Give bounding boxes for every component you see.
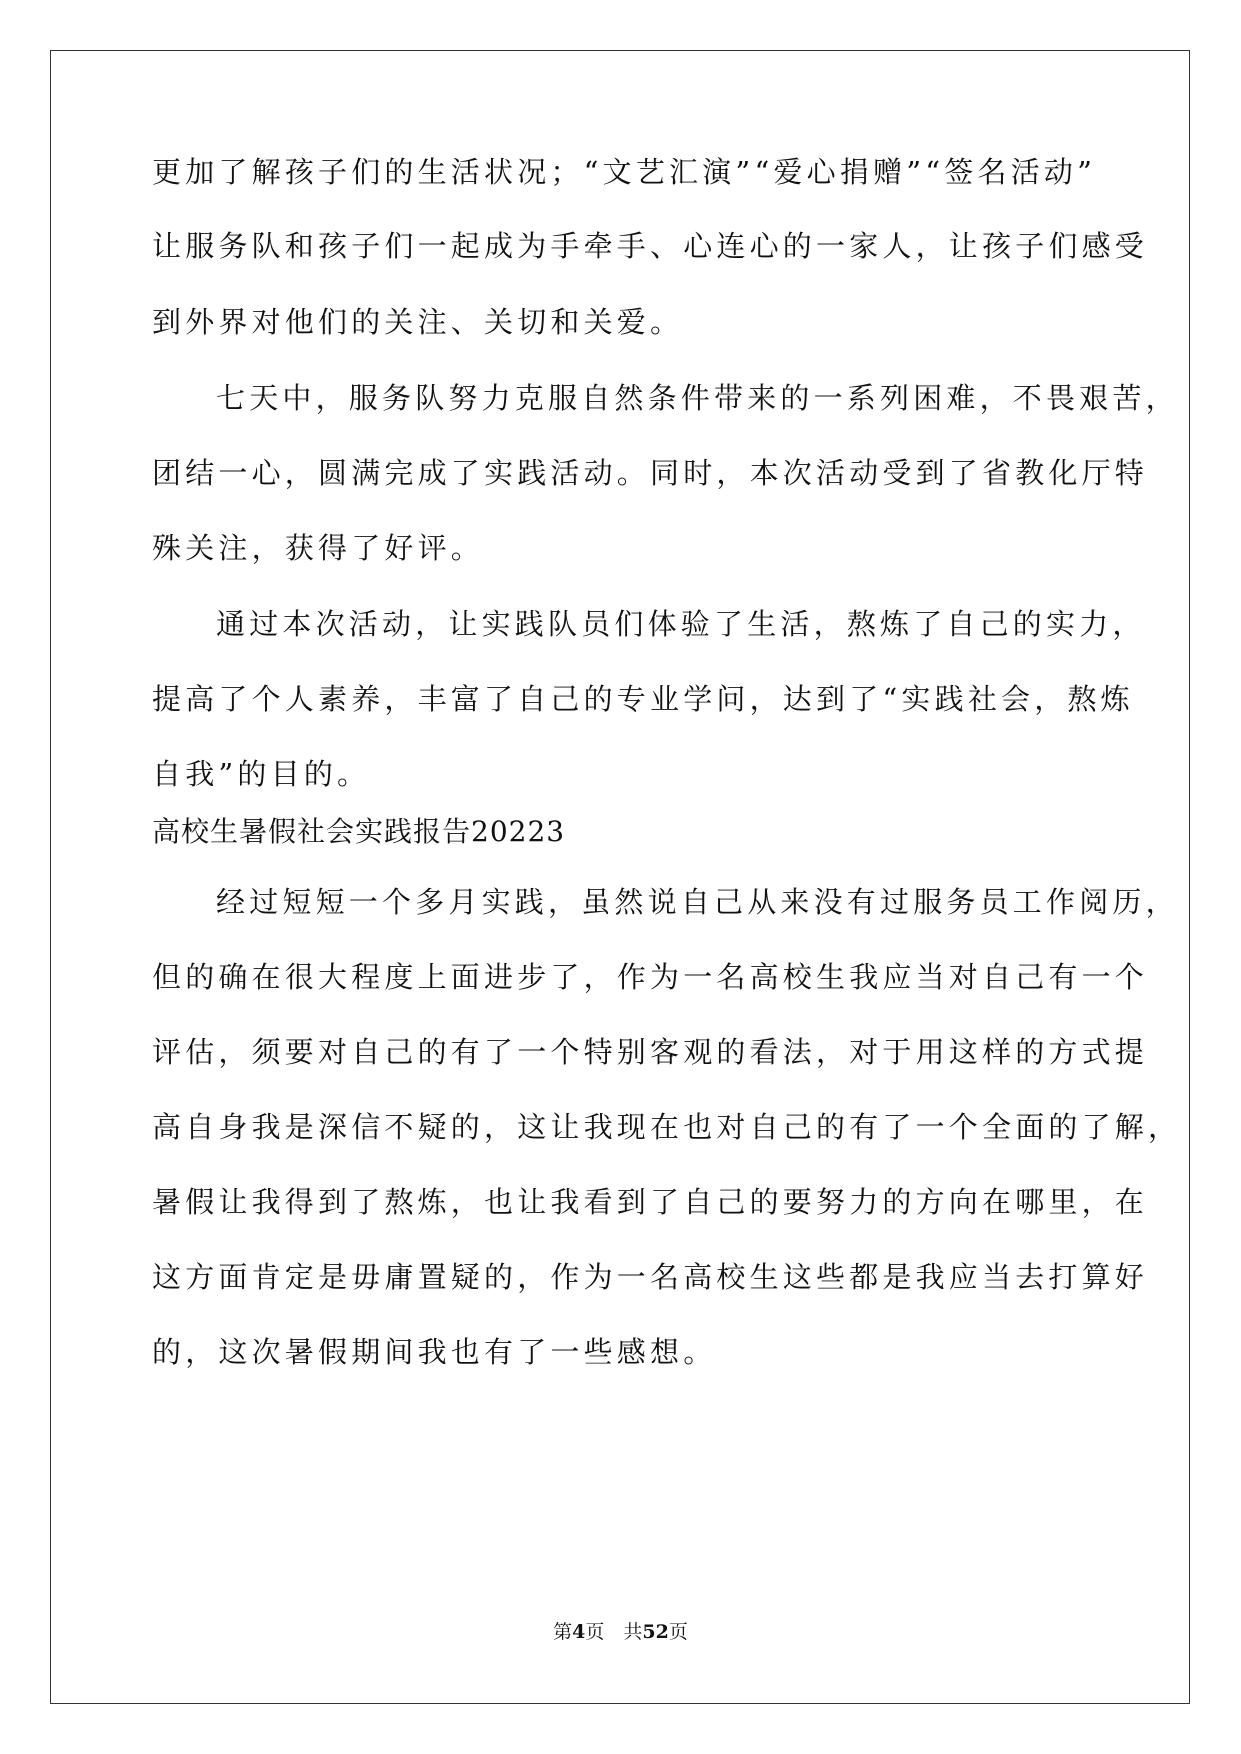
- footer-suffix: 页: [668, 1621, 688, 1643]
- paragraph-line: 通过本次活动，让实践队员们体验了生活，熬炼了自己的实力，: [216, 607, 1146, 641]
- paragraph-line: 提高了个人素养，丰富了自己的专业学问，达到了“实践社会，熬炼: [152, 682, 1134, 716]
- current-page-number: 4: [572, 1621, 586, 1643]
- page-footer: [0, 1620, 1241, 1644]
- paragraph-line: 七天中，服务队努力克服自然条件带来的一系列困难，不畏艰苦，: [216, 381, 1179, 415]
- paragraph-line: 到外界对他们的关注、关切和关爱。: [152, 305, 684, 339]
- section-heading: 高校生暑假社会实践报告20223: [152, 815, 566, 848]
- paragraph-line: 但的确在很大程度上面进步了，作为一名高校生我应当对自己有一个: [152, 960, 1149, 994]
- paragraph-line: 殊关注，获得了好评。: [152, 531, 485, 565]
- page-border: [50, 50, 1190, 1704]
- paragraph-line: 让服务队和孩子们一起成为手牵手、心连心的一家人，让孩子们感受: [152, 229, 1149, 263]
- paragraph-line: 暑假让我得到了熬炼，也让我看到了自己的要努力的方向在哪里，在: [152, 1185, 1149, 1219]
- paragraph-line: 这方面肯定是毋庸置疑的，作为一名高校生这些都是我应当去打算好: [152, 1260, 1149, 1294]
- paragraph-line: 更加了解孩子们的生活状况；“文艺汇演”“爱心捐赠”“签名活动”: [152, 155, 1097, 189]
- paragraph-line: 经过短短一个多月实践，虽然说自己从来没有过服务员工作阅历，: [216, 885, 1179, 919]
- footer-prefix: 第: [553, 1621, 573, 1643]
- paragraph-line: 评估，须要对自己的有了一个特别客观的看法，对于用这样的方式提: [152, 1035, 1149, 1069]
- paragraph-line: 团结一心，圆满完成了实践活动。同时，本次活动受到了省教化厅特: [152, 456, 1149, 490]
- paragraph-line: 高自身我是深信不疑的，这让我现在也对自己的有了一个全面的了解，: [152, 1110, 1182, 1144]
- paragraph-line: 的，这次暑假期间我也有了一些感想。: [152, 1335, 717, 1369]
- footer-middle: 页 共: [585, 1621, 643, 1643]
- paragraph-line: 自我”的目的。: [152, 757, 371, 791]
- total-page-count: 52: [642, 1621, 669, 1643]
